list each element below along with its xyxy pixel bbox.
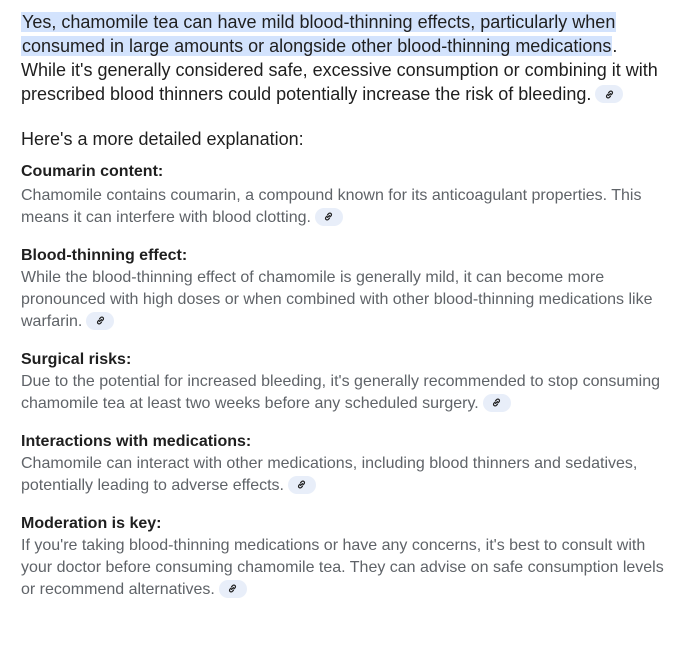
section-title: Blood-thinning effect:	[21, 247, 188, 264]
section-body-text: Due to the potential for increased bleeding, it's generally recommended to stop consuming chamomile tea at least two weeks before any scheduled surgery.	[21, 373, 660, 412]
highlighted-text-line-2: consumed in large amounts or alongside other blood-thinning medications	[22, 36, 612, 56]
explanation-subheading: Here's a more detailed explanation:	[21, 129, 304, 149]
section-title: Moderation is key:	[21, 515, 162, 532]
section-interactions-with-medications	[21, 431, 664, 497]
section-body-text: Chamomile contains coumarin, a compound known for its anticoagulant properties. This means it can interfere with blood clotting.	[21, 187, 642, 226]
section-body	[21, 267, 664, 333]
source-link-chip[interactable]	[288, 476, 316, 494]
section-surgical-risks	[21, 349, 664, 415]
source-link-chip[interactable]	[219, 580, 247, 598]
section-coumarin-content	[21, 161, 664, 229]
highlighted-text-line-1: Yes, chamomile tea can have mild blood-thinning effects, particularly when	[22, 12, 616, 32]
section-body-text: Chamomile can interact with other medications, including blood thinners and sedatives, potentially leading to adverse effects.	[21, 455, 638, 494]
section-blood-thinning-effect	[21, 245, 664, 333]
intro-paragraph	[21, 10, 664, 106]
section-moderation-is-key	[21, 513, 664, 601]
link-icon	[227, 583, 238, 594]
section-title: Surgical risks:	[21, 351, 132, 368]
section-body	[21, 185, 664, 229]
source-link-chip[interactable]	[595, 85, 623, 103]
section-body-text: While the blood-thinning effect of chamomile is generally mild, it can become more pronounced with high doses or when combined with other blood-thinning medications like warfarin.	[21, 269, 653, 330]
section-title: Interactions with medications:	[21, 433, 252, 450]
section-body	[21, 535, 664, 601]
link-icon	[604, 89, 615, 100]
link-icon	[296, 479, 307, 490]
section-body-text: If you're taking blood-thinning medications or have any concerns, it's best to consult with your doctor before consuming chamomile tea. They can advise on safe consumption levels or recommend alternatives.	[21, 537, 664, 598]
source-link-chip[interactable]	[483, 394, 511, 412]
section-body	[21, 453, 664, 497]
link-icon	[323, 211, 334, 222]
intro-rest-text: . While it's generally considered safe, excessive consumption or combining it with prescribed blood thinners could potentially increase the risk of bleeding.	[21, 36, 658, 104]
link-icon	[95, 315, 106, 326]
source-link-chip[interactable]	[86, 312, 114, 330]
source-link-chip[interactable]	[315, 208, 343, 226]
section-title[interactable]: Coumarin content:	[21, 163, 164, 180]
link-icon	[491, 397, 502, 408]
section-body	[21, 371, 664, 415]
